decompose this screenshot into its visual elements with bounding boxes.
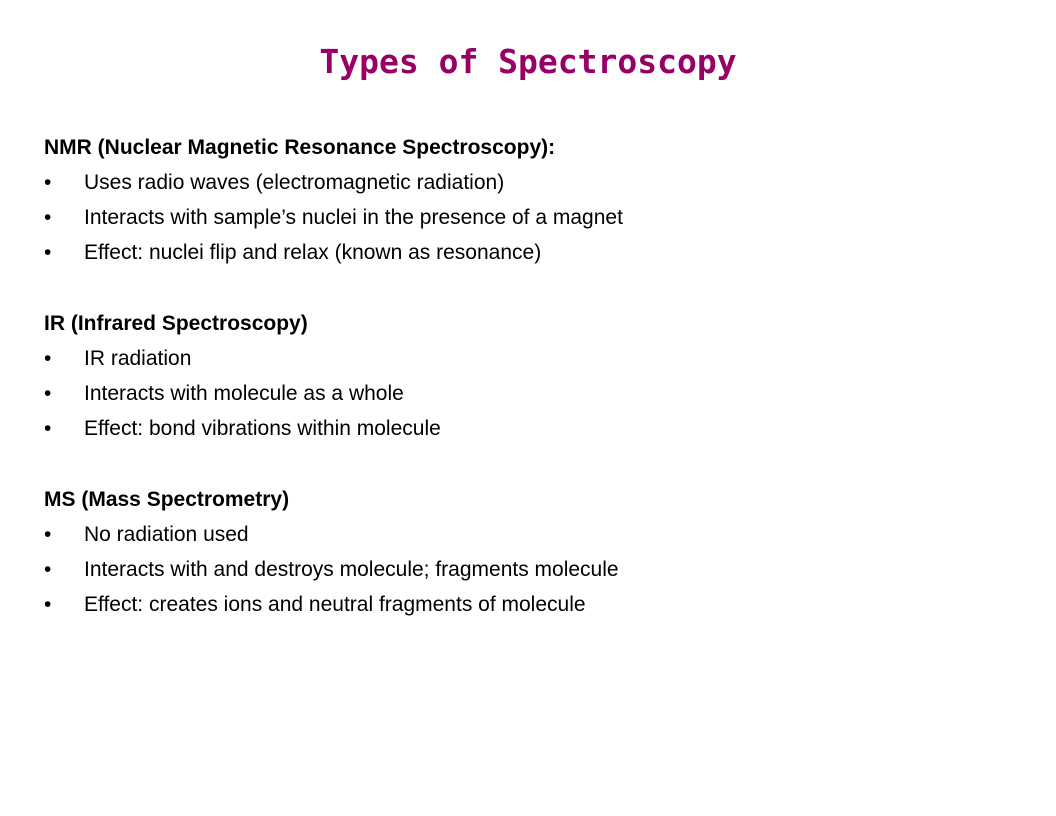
bullet-item [44, 200, 1024, 235]
bullet-text: Effect: nuclei flip and relax (known as resonance) [84, 241, 542, 264]
bullet-text: Interacts with sample’s nuclei in the presence of a magnet [84, 206, 623, 229]
bullet-dot-icon: • [44, 593, 52, 616]
bullet-dot-icon: • [44, 382, 52, 405]
bullet-dot-icon: • [44, 206, 52, 229]
bullet-list-nmr [44, 165, 1024, 270]
bullet-item [44, 165, 1024, 200]
bullet-text: Effect: bond vibrations within molecule [84, 417, 441, 440]
bullet-text: Interacts with and destroys molecule; fragments molecule [84, 558, 619, 581]
bullet-text: Effect: creates ions and neutral fragments of molecule [84, 593, 586, 616]
bullet-item [44, 552, 1024, 587]
bullet-text: Interacts with molecule as a whole [84, 382, 404, 405]
bullet-dot-icon: • [44, 523, 52, 546]
bullet-item [44, 376, 1024, 411]
bullet-dot-icon: • [44, 241, 52, 264]
bullet-text: No radiation used [84, 523, 249, 546]
bullet-dot-icon: • [44, 558, 52, 581]
section-heading-nmr: NMR (Nuclear Magnetic Resonance Spectroscopy): [44, 136, 556, 159]
bullet-text: Uses radio waves (electromagnetic radiation) [84, 171, 505, 194]
section-heading-ms: MS (Mass Spectrometry) [44, 488, 290, 511]
bullet-dot-icon: • [44, 417, 52, 440]
slide-title: Types of Spectroscopy [319, 42, 737, 81]
bullet-item [44, 587, 1024, 622]
bullet-item [44, 341, 1024, 376]
section-ms [44, 482, 1024, 622]
bullet-dot-icon: • [44, 171, 52, 194]
section-nmr [44, 130, 1024, 270]
bullet-dot-icon: • [44, 347, 52, 370]
section-ir [44, 306, 1024, 446]
bullet-list-ms [44, 517, 1024, 622]
section-heading-ir: IR (Infrared Spectroscopy) [44, 312, 308, 335]
bullet-item [44, 235, 1024, 270]
bullet-item [44, 411, 1024, 446]
bullet-text: IR radiation [84, 347, 192, 370]
bullet-item [44, 517, 1024, 552]
bullet-list-ir [44, 341, 1024, 446]
